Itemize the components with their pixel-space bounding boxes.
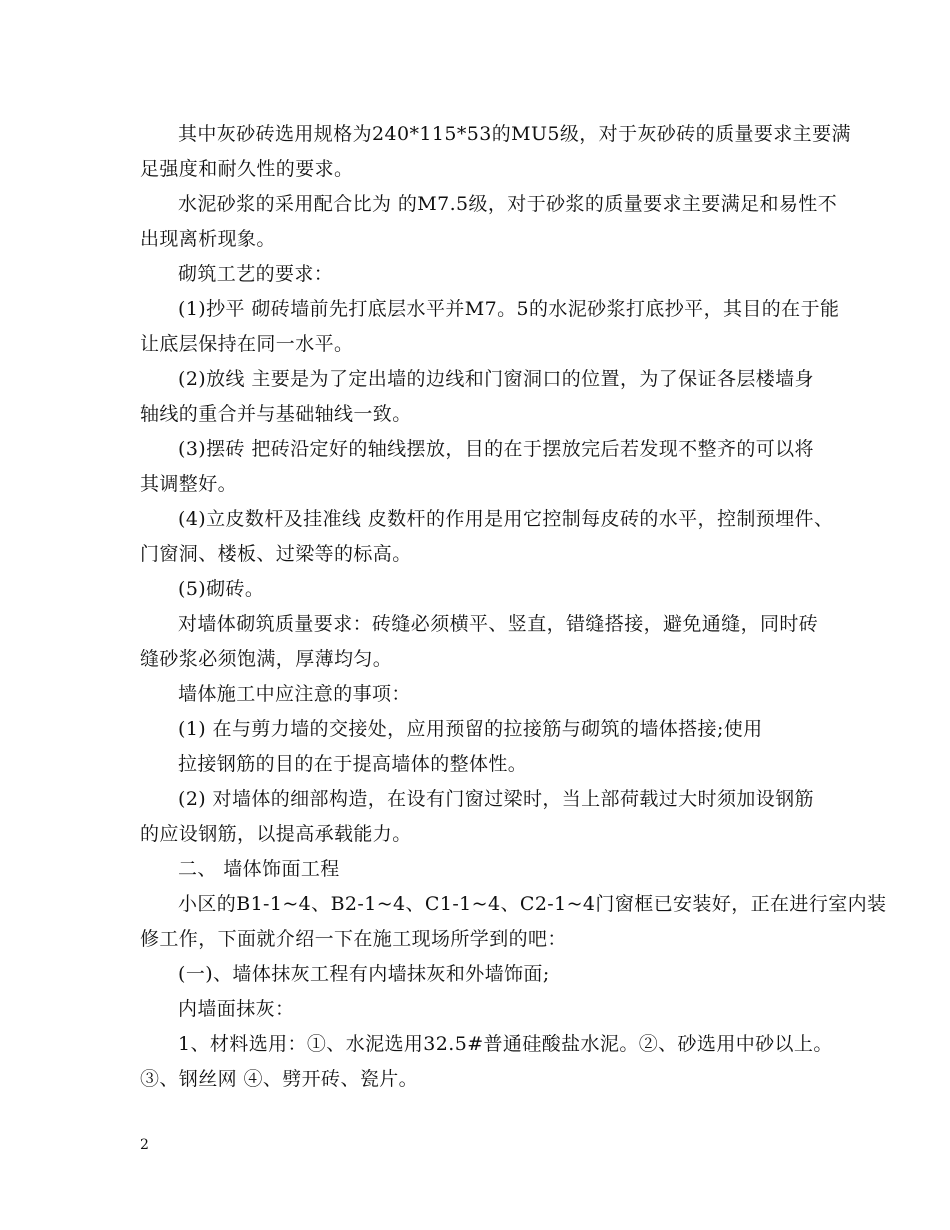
text-line: (4)立皮数杆及挂准线 皮数杆的作用是用它控制每皮砖的水平，控制预埋件、 bbox=[178, 508, 834, 530]
text-line: 内墙面抹灰： bbox=[178, 998, 295, 1020]
text-line: 小区的B1-1~4、B2-1~4、C1-1~4、C2-1~4门窗框已安装好，正在进行室内装 bbox=[178, 893, 887, 915]
text-line: (2) 对墙体的细部构造，在设有门窗过梁时，当上部荷载过大时须加设钢筋 bbox=[178, 788, 814, 810]
text-line: 修工作，下面就介绍一下在施工现场所学到的吧： bbox=[140, 928, 567, 950]
text-line: 缝砂浆必须饱满，厚薄均匀。 bbox=[140, 648, 393, 670]
text-line: 足强度和耐久性的要求。 bbox=[140, 158, 354, 180]
text-line: (5)砌砖。 bbox=[178, 578, 265, 600]
text-line: 其中灰砂砖选用规格为240*115*53的MU5级，对于灰砂砖的质量要求主要满 bbox=[178, 123, 851, 145]
text-line: 砌筑工艺的要求： bbox=[178, 263, 334, 285]
text-line: 让底层保持在同一水平。 bbox=[140, 333, 354, 355]
text-line: (1)抄平 砌砖墙前先打底层水平并M7。5的水泥砂浆打底抄平，其目的在于能 bbox=[178, 298, 840, 320]
text-line: (2)放线 主要是为了定出墙的边线和门窗洞口的位置，为了保证各层楼墙身 bbox=[178, 368, 814, 390]
text-line: 墙体施工中应注意的事项： bbox=[178, 683, 411, 705]
document-body bbox=[140, 117, 887, 1097]
page-number: 2 bbox=[140, 1137, 149, 1153]
text-line: 对墙体砌筑质量要求：砖缝必须横平、竖直，错缝搭接，避免通缝，同时砖 bbox=[178, 613, 819, 635]
text-line: 其调整好。 bbox=[140, 473, 238, 495]
text-line: (3)摆砖 把砖沿定好的轴线摆放，目的在于摆放完后若发现不整齐的可以将 bbox=[178, 438, 814, 460]
text-line: 的应设钢筋，以提高承载能力。 bbox=[140, 823, 412, 845]
text-line: ③、钢丝网 ④、劈开砖、瓷片。 bbox=[140, 1068, 419, 1090]
text-line: 出现离析现象。 bbox=[140, 228, 276, 250]
section-heading: 二、 墙体饰面工程 bbox=[178, 858, 340, 880]
text-line: 拉接钢筋的目的在于提高墙体的整体性。 bbox=[178, 753, 528, 775]
text-line: (1) 在与剪力墙的交接处，应用预留的拉接筋与砌筑的墙体搭接;使用 bbox=[178, 718, 763, 740]
text-line: 门窗洞、楼板、过梁等的标高。 bbox=[140, 543, 412, 565]
text-line: 水泥砂浆的采用配合比为 的M7.5级，对于砂浆的质量要求主要满足和易性不 bbox=[178, 193, 838, 215]
text-line: 1、材料选用：①、水泥选用32.5#普通硅酸盐水泥。②、砂选用中砂以上。 bbox=[178, 1033, 833, 1055]
text-line: (一)、墙体抹灰工程有内墙抹灰和外墙饰面; bbox=[178, 963, 550, 985]
text-line: 轴线的重合并与基础轴线一致。 bbox=[140, 403, 412, 425]
